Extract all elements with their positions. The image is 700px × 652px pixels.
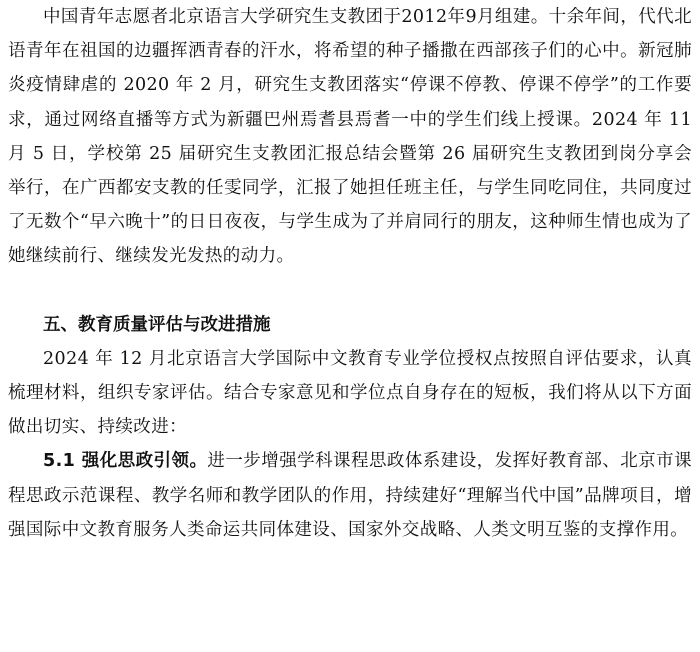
subsection-5-1 — [0, 444, 700, 547]
subsection-number: 5.1 — [43, 451, 82, 472]
subsection-text: 进一步增强学科课程思政体系建设，发挥好教育部、北京市课程思政示范课程、教学名师和教学团队的作用，持续建好“理解当代中国”品牌项目，增强国际中文教育服务人类命运共同体建设、国家外交战略、人类文明互鉴的支撑作用。 — [8, 451, 692, 540]
section-spacer — [0, 274, 700, 308]
subsection-title: 强化思政引领。 — [81, 451, 208, 472]
section-heading: 五、教育质量评估与改进措施 — [43, 314, 271, 335]
paragraph-volunteer-teaching: 中国青年志愿者北京语言大学研究生支教团于2012年9月组建。十余年间，代代北语青年在祖国的边疆挥洒青春的汗水，将希望的种子播撒在西部孩子们的心中。新冠肺炎疫情肆虐的 2020 年 2 月，研究生支教团落实“停课不停教、停课不停学”的工作要求，通过网络直播等方式为新疆巴州焉耆县焉耆一中的学生们线上授课。2024 年 11 月 5 日，学校第 25 届研究生支教团汇报总结会暨第 26 届研究生支教团到岗分享会举行，在广西都安支教的任雯同学，汇报了她担任班主任，与学生同吃同住，共同度过了无数个“早六晚十”的日日夜夜，与学生成为了并肩同行的朋友，这种师生情也成为了她继续前行、继续发光发热的动力。 — [8, 7, 692, 267]
paragraph-evaluation: 2024 年 12 月北京语言大学国际中文教育专业学位授权点按照自评估要求，认真梳理材料，组织专家评估。结合专家意见和学位点自身存在的短板，我们将从以下方面做出切实、持续改进： — [8, 348, 692, 438]
